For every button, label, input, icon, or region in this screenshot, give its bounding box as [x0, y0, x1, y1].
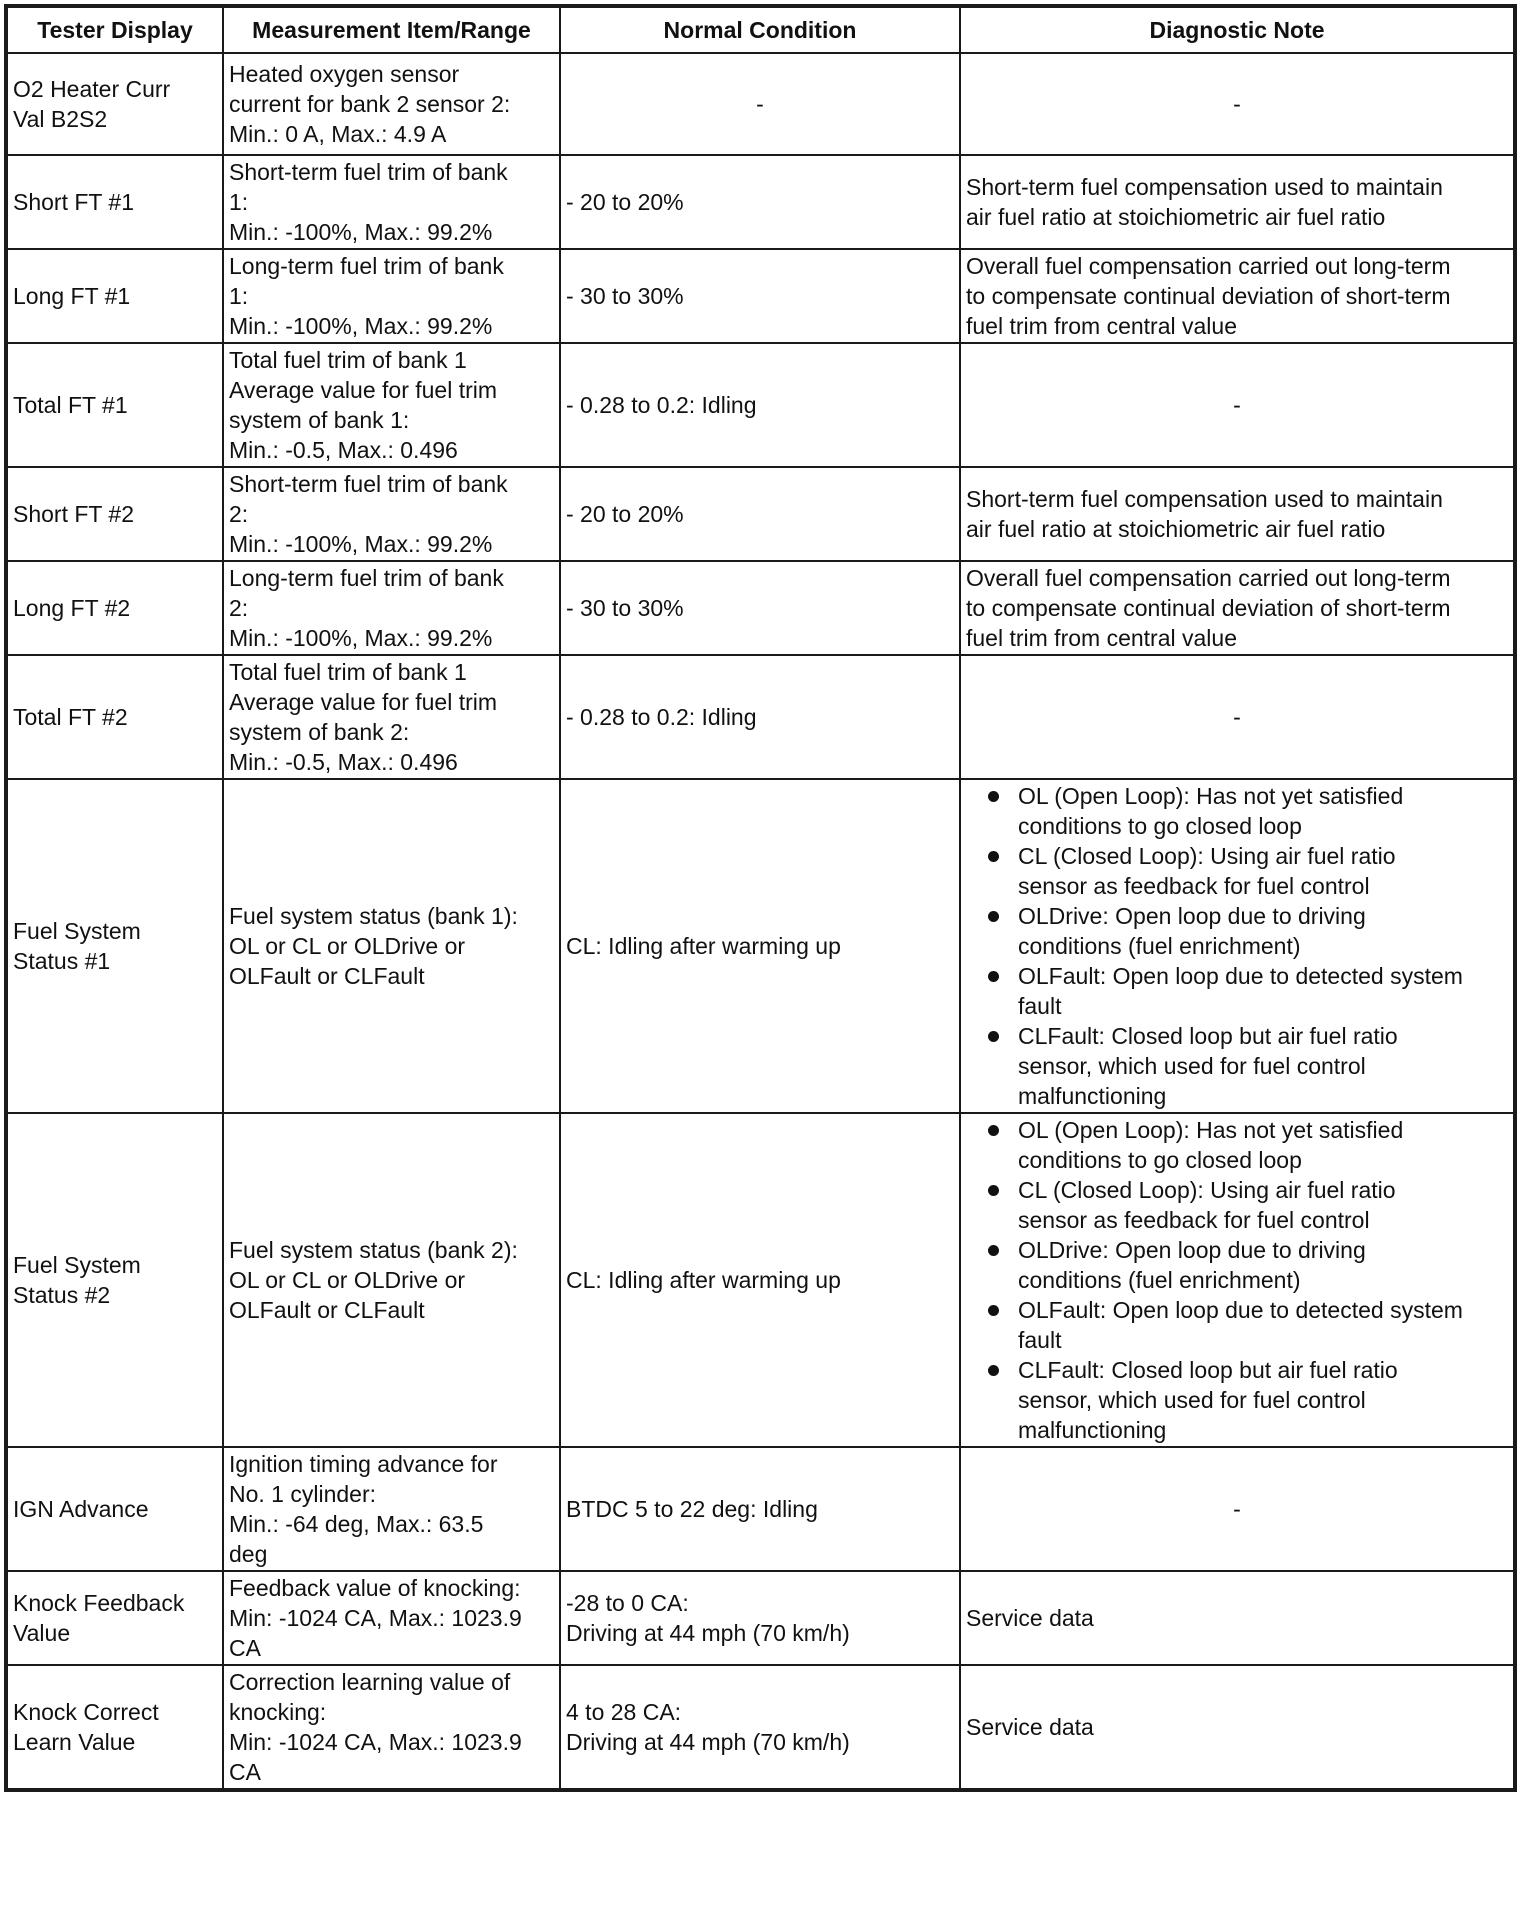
- list-item: [966, 781, 1508, 841]
- cell-measurement-range: [223, 343, 560, 467]
- cell-line: Fuel System: [13, 918, 141, 944]
- cell-normal-condition: [560, 249, 960, 343]
- table-row: [6, 343, 1515, 467]
- cell-line: Correction learning value of: [229, 1669, 511, 1695]
- table-body: [6, 53, 1515, 1790]
- cell-line: current for bank 2 sensor 2:: [229, 91, 511, 117]
- cell-line: knocking:: [229, 1699, 327, 1725]
- cell-line: Status #2: [13, 1282, 111, 1308]
- cell-line: Fuel system status (bank 1):: [229, 903, 518, 929]
- cell-tester-display: [6, 155, 223, 249]
- header-tester-display: Tester Display: [6, 6, 223, 53]
- cell-measurement-range: [223, 1571, 560, 1665]
- table-row: [6, 53, 1515, 155]
- cell-tester-display: [6, 1665, 223, 1790]
- cell-line: Total FT #2: [13, 704, 128, 730]
- cell-normal-condition: [560, 53, 960, 155]
- cell-line: Overall fuel compensation carried out long-term: [966, 253, 1451, 279]
- cell-line: Feedback value of knocking:: [229, 1575, 521, 1601]
- cell-diagnostic-note: [960, 249, 1515, 343]
- cell-line: Short-term fuel compensation used to maintain: [966, 486, 1443, 512]
- cell-tester-display: [6, 467, 223, 561]
- cell-tester-display: [6, 53, 223, 155]
- cell-line: Status #1: [13, 948, 111, 974]
- cell-diagnostic-note: [960, 343, 1515, 467]
- cell-normal-condition: [560, 155, 960, 249]
- table-row: [6, 467, 1515, 561]
- cell-line: - 30 to 30%: [566, 595, 684, 621]
- cell-line: Long FT #2: [13, 595, 131, 621]
- cell-line: Total fuel trim of bank 1: [229, 347, 467, 373]
- cell-line: Overall fuel compensation carried out long-term: [966, 565, 1451, 591]
- cell-line: CL: Idling after warming up: [566, 933, 841, 959]
- cell-line: Short-term fuel trim of bank: [229, 159, 508, 185]
- cell-line: No. 1 cylinder:: [229, 1481, 377, 1507]
- cell-line: Long FT #1: [13, 283, 131, 309]
- cell-tester-display: [6, 655, 223, 779]
- cell-line: sensor, which used for fuel control: [1018, 1387, 1366, 1413]
- cell-line: to compensate continual deviation of short-term: [966, 595, 1451, 621]
- cell-line: conditions to go closed loop: [1018, 1147, 1302, 1173]
- cell-line: air fuel ratio at stoichiometric air fuel ratio: [966, 204, 1386, 230]
- cell-line: Driving at 44 mph (70 km/h): [566, 1729, 850, 1755]
- table-row: [6, 779, 1515, 1113]
- cell-diagnostic-note: [960, 1665, 1515, 1790]
- cell-line: Ignition timing advance for: [229, 1451, 498, 1477]
- cell-measurement-range: [223, 561, 560, 655]
- table-row: [6, 249, 1515, 343]
- cell-tester-display: [6, 1571, 223, 1665]
- cell-line: Fuel System: [13, 1252, 141, 1278]
- cell-line: OLFault: Open loop due to detected system: [1018, 1297, 1463, 1323]
- cell-diagnostic-note: [960, 779, 1515, 1113]
- cell-line: Min.: -100%, Max.: 99.2%: [229, 531, 493, 557]
- cell-normal-condition: [560, 1447, 960, 1571]
- cell-line: - 20 to 20%: [566, 501, 684, 527]
- cell-measurement-range: [223, 249, 560, 343]
- cell-line: malfunctioning: [1018, 1417, 1167, 1443]
- cell-line: Short FT #2: [13, 501, 135, 527]
- cell-line: Learn Value: [13, 1729, 136, 1755]
- cell-line: air fuel ratio at stoichiometric air fuel ratio: [966, 516, 1386, 542]
- table-row: [6, 1665, 1515, 1790]
- cell-measurement-range: [223, 467, 560, 561]
- cell-line: malfunctioning: [1018, 1083, 1167, 1109]
- cell-measurement-range: [223, 1447, 560, 1571]
- cell-line: OLFault: Open loop due to detected system: [1018, 963, 1463, 989]
- cell-line: - 20 to 20%: [566, 189, 684, 215]
- cell-line: conditions to go closed loop: [1018, 813, 1302, 839]
- cell-line: BTDC 5 to 22 deg: Idling: [566, 1496, 818, 1522]
- cell-line: Min.: -100%, Max.: 99.2%: [229, 219, 493, 245]
- cell-line: sensor as feedback for fuel control: [1018, 1207, 1370, 1233]
- cell-line: - 0.28 to 0.2: Idling: [566, 392, 757, 418]
- cell-line: Long-term fuel trim of bank: [229, 565, 504, 591]
- cell-measurement-range: [223, 779, 560, 1113]
- cell-line: Short FT #1: [13, 189, 135, 215]
- cell-line: OL (Open Loop): Has not yet satisfied: [1018, 1117, 1404, 1143]
- cell-line: conditions (fuel enrichment): [1018, 933, 1301, 959]
- cell-line: OLFault or CLFault: [229, 963, 425, 989]
- cell-line: -: [1233, 91, 1241, 117]
- cell-line: OL or CL or OLDrive or: [229, 933, 466, 959]
- cell-diagnostic-note: [960, 1447, 1515, 1571]
- cell-line: CL: Idling after warming up: [566, 1267, 841, 1293]
- cell-normal-condition: [560, 561, 960, 655]
- cell-line: fuel trim from central value: [966, 625, 1237, 651]
- cell-normal-condition: [560, 343, 960, 467]
- cell-normal-condition: [560, 467, 960, 561]
- cell-tester-display: [6, 561, 223, 655]
- cell-diagnostic-note: [960, 655, 1515, 779]
- table-row: [6, 655, 1515, 779]
- cell-diagnostic-note: [960, 1113, 1515, 1447]
- cell-line: conditions (fuel enrichment): [1018, 1267, 1301, 1293]
- cell-line: 2:: [229, 595, 249, 621]
- cell-tester-display: [6, 1113, 223, 1447]
- cell-line: -: [1233, 392, 1241, 418]
- cell-measurement-range: [223, 655, 560, 779]
- cell-line: Min: -1024 CA, Max.: 1023.9: [229, 1605, 522, 1631]
- cell-line: Min: -1024 CA, Max.: 1023.9: [229, 1729, 522, 1755]
- cell-line: Driving at 44 mph (70 km/h): [566, 1620, 850, 1646]
- cell-line: fuel trim from central value: [966, 313, 1237, 339]
- list-item: [966, 901, 1508, 961]
- cell-line: -: [1233, 704, 1241, 730]
- cell-line: Knock Feedback: [13, 1590, 185, 1616]
- cell-line: Min.: -100%, Max.: 99.2%: [229, 313, 493, 339]
- list-item: [966, 1235, 1508, 1295]
- table-row: [6, 1113, 1515, 1447]
- cell-normal-condition: [560, 1665, 960, 1790]
- cell-line: Knock Correct: [13, 1699, 159, 1725]
- cell-tester-display: [6, 343, 223, 467]
- cell-line: CA: [229, 1635, 261, 1661]
- cell-line: Service data: [966, 1714, 1094, 1740]
- list-item: [966, 1355, 1508, 1445]
- table-row: [6, 155, 1515, 249]
- tester-data-table: [4, 4, 1517, 1792]
- header-diagnostic-note: Diagnostic Note: [960, 6, 1515, 53]
- cell-line: - 0.28 to 0.2: Idling: [566, 704, 757, 730]
- cell-line: OLDrive: Open loop due to driving: [1018, 1237, 1366, 1263]
- cell-line: Total FT #1: [13, 392, 128, 418]
- status-bullet-list: [966, 781, 1508, 1111]
- cell-line: OLDrive: Open loop due to driving: [1018, 903, 1366, 929]
- cell-line: Short-term fuel trim of bank: [229, 471, 508, 497]
- cell-measurement-range: [223, 1113, 560, 1447]
- table-row: [6, 561, 1515, 655]
- cell-line: CLFault: Closed loop but air fuel ratio: [1018, 1357, 1398, 1383]
- cell-line: sensor as feedback for fuel control: [1018, 873, 1370, 899]
- cell-line: Heated oxygen sensor: [229, 61, 460, 87]
- data-list-document: [4, 4, 1513, 1792]
- cell-line: Average value for fuel trim: [229, 689, 498, 715]
- cell-normal-condition: [560, 1571, 960, 1665]
- cell-diagnostic-note: [960, 561, 1515, 655]
- cell-line: Service data: [966, 1605, 1094, 1631]
- cell-line: O2 Heater Curr: [13, 76, 171, 102]
- table-row: [6, 1571, 1515, 1665]
- cell-tester-display: [6, 249, 223, 343]
- list-item: [966, 841, 1508, 901]
- cell-tester-display: [6, 779, 223, 1113]
- cell-line: sensor, which used for fuel control: [1018, 1053, 1366, 1079]
- cell-line: Min.: -0.5, Max.: 0.496: [229, 749, 458, 775]
- cell-line: CLFault: Closed loop but air fuel ratio: [1018, 1023, 1398, 1049]
- cell-line: Total fuel trim of bank 1: [229, 659, 467, 685]
- status-bullet-list: [966, 1115, 1508, 1445]
- cell-measurement-range: [223, 53, 560, 155]
- cell-line: Min.: -100%, Max.: 99.2%: [229, 625, 493, 651]
- cell-line: Min.: -0.5, Max.: 0.496: [229, 437, 458, 463]
- cell-line: Short-term fuel compensation used to maintain: [966, 174, 1443, 200]
- cell-diagnostic-note: [960, 53, 1515, 155]
- header-normal-condition: Normal Condition: [560, 6, 960, 53]
- cell-diagnostic-note: [960, 1571, 1515, 1665]
- cell-line: to compensate continual deviation of short-term: [966, 283, 1451, 309]
- cell-line: -28 to 0 CA:: [566, 1590, 689, 1616]
- cell-line: CL (Closed Loop): Using air fuel ratio: [1018, 843, 1396, 869]
- cell-line: 1:: [229, 189, 249, 215]
- list-item: [966, 1115, 1508, 1175]
- cell-line: - 30 to 30%: [566, 283, 684, 309]
- cell-diagnostic-note: [960, 467, 1515, 561]
- list-item: [966, 1021, 1508, 1111]
- header-measurement-item: Measurement Item/Range: [223, 6, 560, 53]
- cell-measurement-range: [223, 155, 560, 249]
- cell-line: system of bank 2:: [229, 719, 410, 745]
- cell-normal-condition: [560, 1113, 960, 1447]
- cell-line: -: [756, 91, 764, 117]
- cell-normal-condition: [560, 655, 960, 779]
- cell-diagnostic-note: [960, 155, 1515, 249]
- cell-line: -: [1233, 1496, 1241, 1522]
- cell-tester-display: [6, 1447, 223, 1571]
- cell-measurement-range: [223, 1665, 560, 1790]
- cell-line: fault: [1018, 993, 1062, 1019]
- cell-line: Average value for fuel trim: [229, 377, 498, 403]
- cell-line: fault: [1018, 1327, 1062, 1353]
- list-item: [966, 1295, 1508, 1355]
- cell-line: Fuel system status (bank 2):: [229, 1237, 518, 1263]
- cell-line: deg: [229, 1541, 268, 1567]
- cell-line: 1:: [229, 283, 249, 309]
- cell-line: OLFault or CLFault: [229, 1297, 425, 1323]
- cell-line: Min.: -64 deg, Max.: 63.5: [229, 1511, 484, 1537]
- list-item: [966, 961, 1508, 1021]
- cell-line: IGN Advance: [13, 1496, 149, 1522]
- cell-line: Val B2S2: [13, 106, 108, 132]
- cell-line: OL (Open Loop): Has not yet satisfied: [1018, 783, 1404, 809]
- cell-line: CA: [229, 1759, 261, 1785]
- cell-line: 2:: [229, 501, 249, 527]
- cell-line: CL (Closed Loop): Using air fuel ratio: [1018, 1177, 1396, 1203]
- cell-normal-condition: [560, 779, 960, 1113]
- cell-line: Value: [13, 1620, 71, 1646]
- cell-line: 4 to 28 CA:: [566, 1699, 682, 1725]
- table-row: [6, 1447, 1515, 1571]
- list-item: [966, 1175, 1508, 1235]
- cell-line: system of bank 1:: [229, 407, 410, 433]
- cell-line: Long-term fuel trim of bank: [229, 253, 504, 279]
- cell-line: OL or CL or OLDrive or: [229, 1267, 466, 1293]
- cell-line: Min.: 0 A, Max.: 4.9 A: [229, 121, 447, 147]
- table-header-row: [6, 6, 1515, 53]
